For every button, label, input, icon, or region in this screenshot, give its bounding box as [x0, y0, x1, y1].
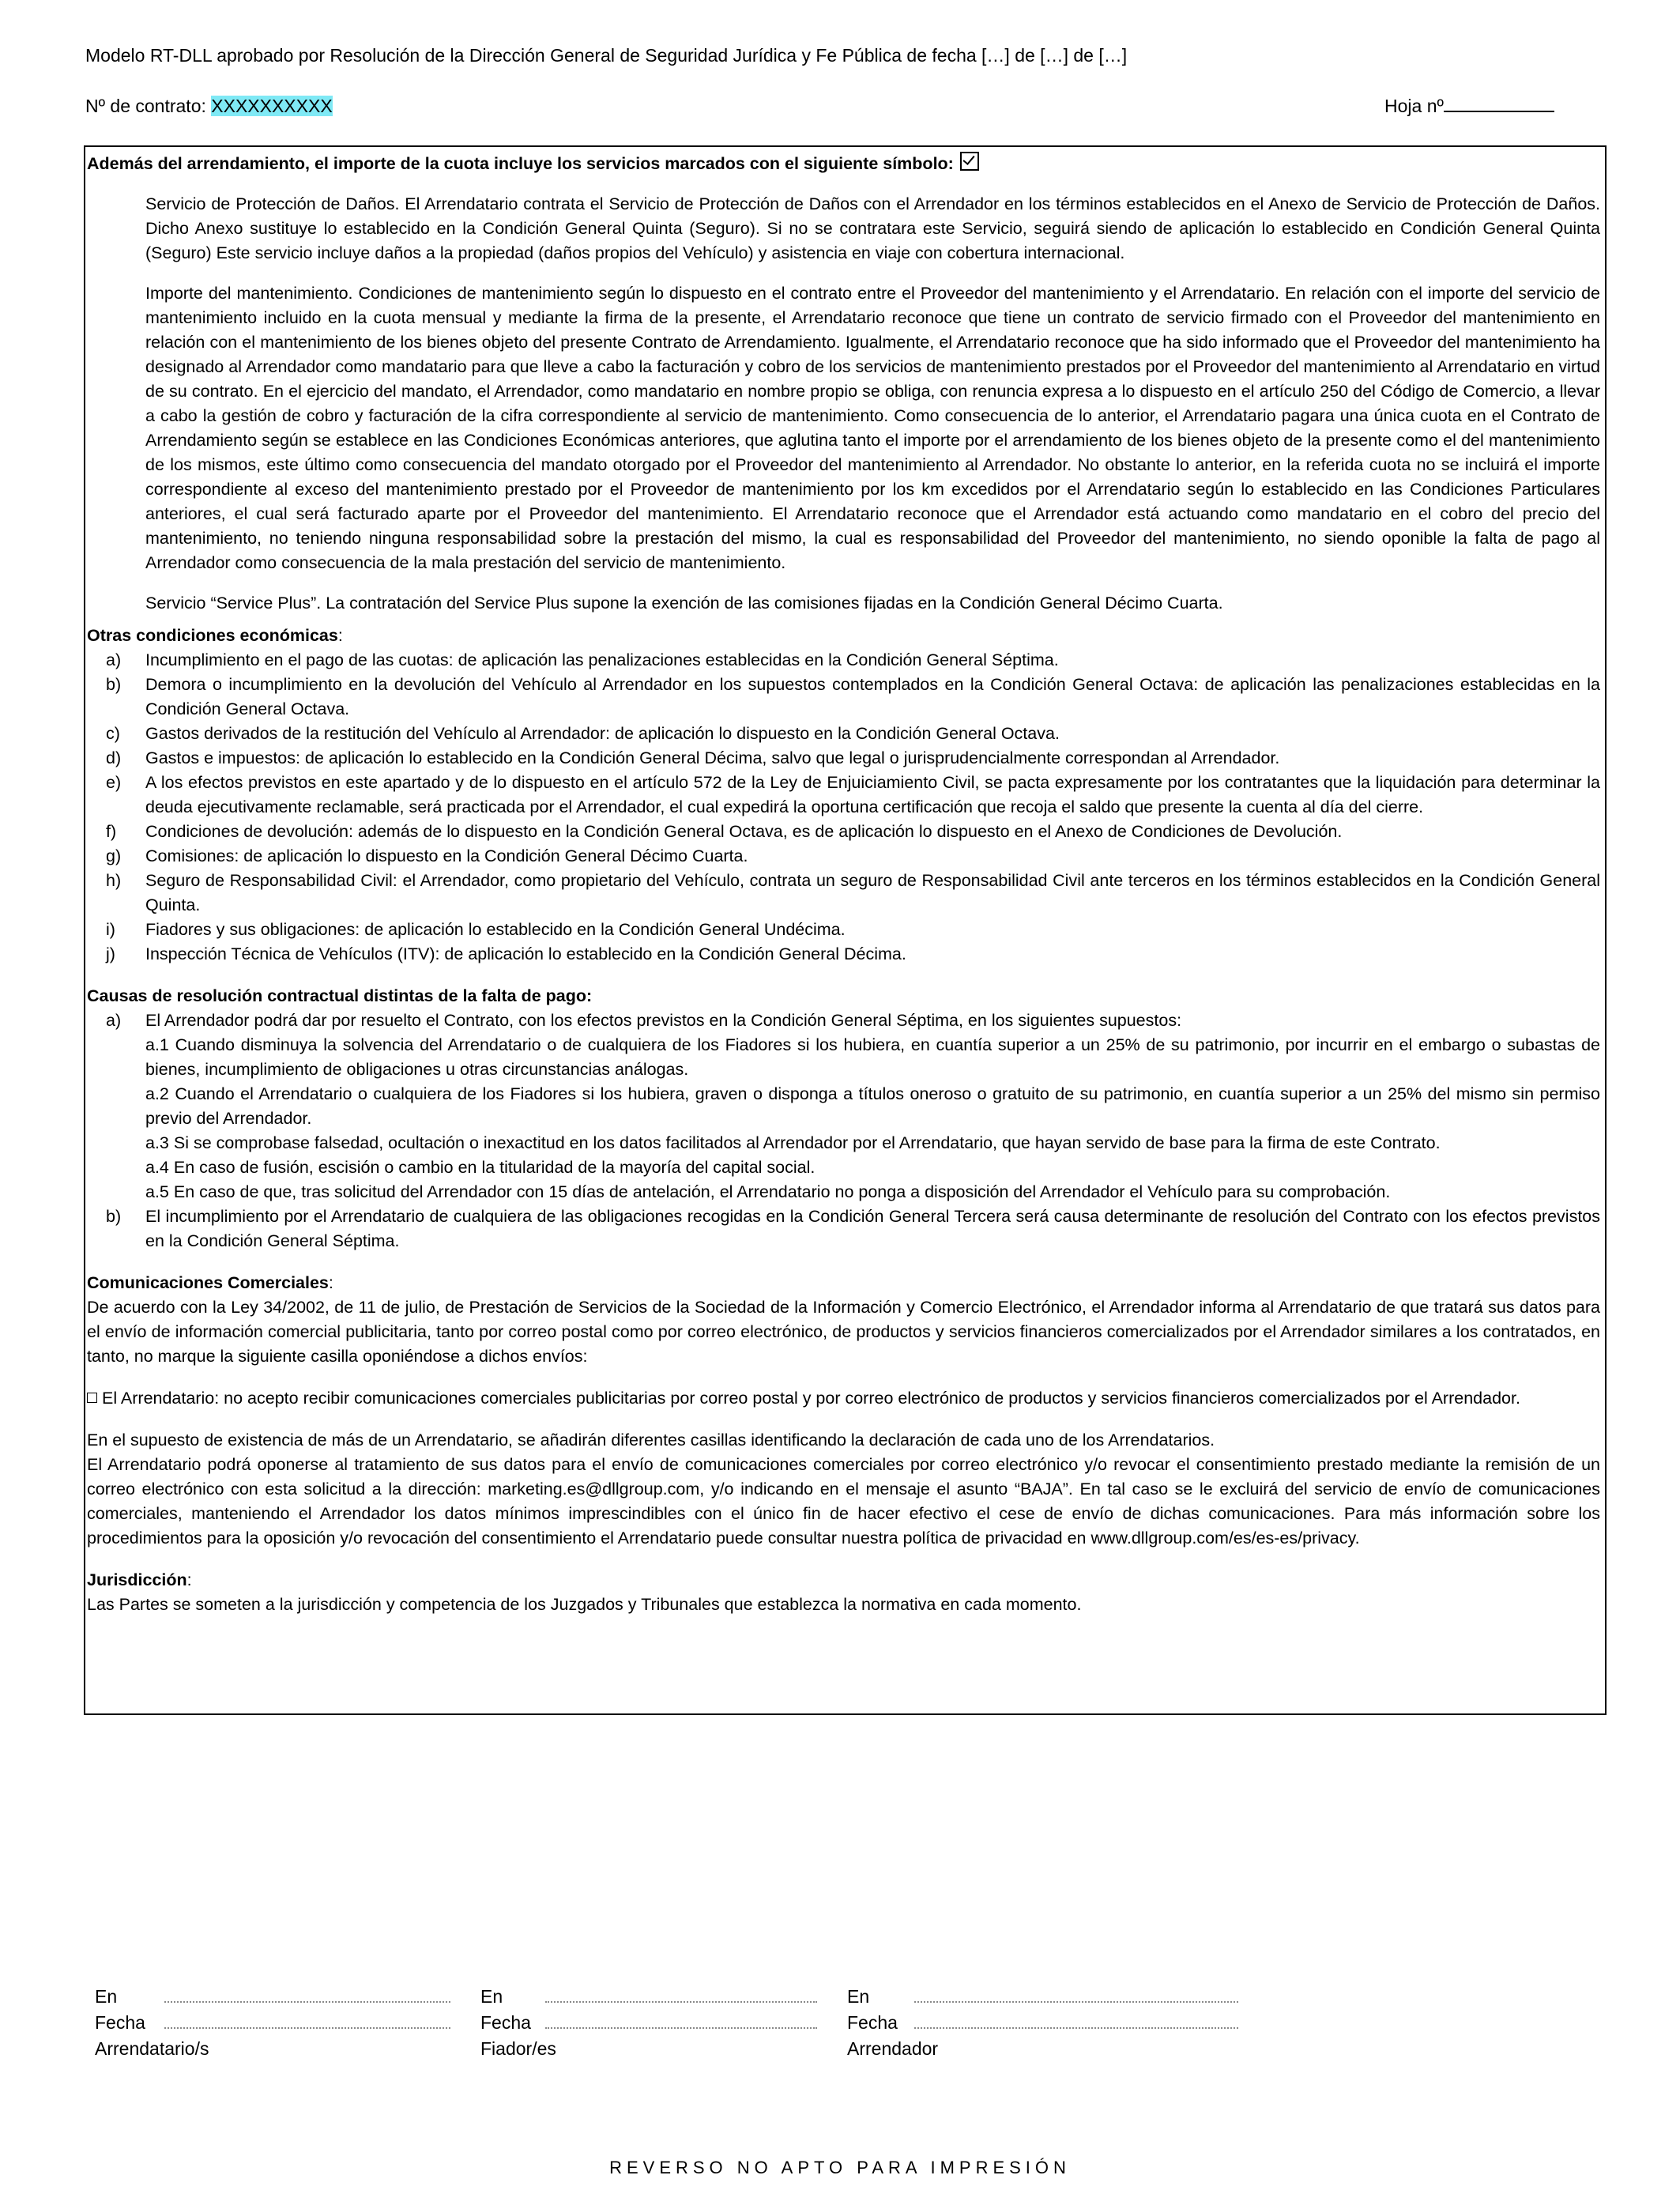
list-item: e) A los efectos previstos en este apartado y de lo dispuesto en el artículo 572 de la Ley de Enjuiciamiento Civil, se pacta expresamente por los contratantes que la liquidación para determinar la deuda ejecutivamente reclamable, será practicada por el Arrendador, el cual expedirá la oportuna certificación que recoja el saldo que presente la cuenta al día del cierre. — [106, 773, 1600, 816]
signature-block-arrendatario: En Fecha Arrendatario/s — [95, 1984, 458, 2062]
list-item: f) Condiciones de devolución: además de lo dispuesto en la Condición General Octava, es de aplicación lo dispuesto en el Anexo de Condiciones de Devolución. — [106, 822, 1343, 841]
oppose-note: El Arrendatario podrá oponerse al tratamiento de sus datos para el envío de comunicaciones comerciales por correo electrónico y/o revocar el consentimiento prestado mediante la remisión de un correo electrónico con esta solicitud a la dirección: marketing.es@dllgroup.com, y/o indicando en el mensaje el asunto “BAJA”. En tal caso se le excluirá del servicio de envío de comunicaciones comerciales, manteniendo el Arrendador los datos mínimos imprescindibles con el único fin de hacer efectivo el cese de envío de dichas comunicaciones. Para más información sobre los procedimientos para la oposición y/o revocación del consentimiento el Arrendatario puede consultar nuestra política de privacidad en www.dllgroup.com/es/es-es/privacy. — [87, 1455, 1600, 1547]
signature-block-arrendador: En Fecha Arrendador — [847, 1984, 1258, 2062]
multi-tenant-note: En el supuesto de existencia de más de un Arrendatario, se añadirán diferentes casillas identificando la declaración de cada uno de los Arrendatarios. — [87, 1431, 1215, 1449]
service-plus: Servicio “Service Plus”. La contratación del Service Plus supone la exención de las comisiones fijadas en la Condición General Décimo Cuarta. — [145, 594, 1223, 613]
model-line: Modelo RT-DLL aprobado por Resolución de la Dirección General de Seguridad Jurídica y Fe Pública de fecha […] de […] de […] — [85, 45, 1128, 66]
sub-item: a.4 En caso de fusión, escisión o cambio en la titularidad de la mayoría del capital social. — [145, 1158, 816, 1177]
list-item: c) Gastos derivados de la restitución del Vehículo al Arrendador: de aplicación lo dispuesto en la Condición General Octava. — [106, 724, 1060, 743]
service-damage-protection: Servicio de Protección de Daños. El Arrendatario contrata el Servicio de Protección de Daños con el Arrendador en los términos establecidos en el Anexo de Servicio de Protección de Daños. Dicho Anexo sustituye lo establecido en la Condición General Quinta (Seguro). Si no se contratara este Servicio, seguirá siendo de aplicación lo establecido en Condición General Quinta (Seguro) Este servicio incluye daños a la propiedad (daños propios del Vehículo) y asistencia en viaje con cobertura internacional. — [145, 194, 1600, 262]
contract-label: Nº de contrato: — [85, 96, 212, 116]
sheet-label: Hoja nº — [1384, 96, 1444, 116]
footer-notice: REVERSO NO APTO PARA IMPRESIÓN — [609, 2158, 1071, 2177]
jurisdiccion-text: Las Partes se someten a la jurisdicción y competencia de los Juzgados y Tribunales que establezca la normativa en cada momento. — [87, 1595, 1082, 1614]
service-maintenance: Importe del mantenimiento. Condiciones de mantenimiento según lo dispuesto en el contrato entre el Proveedor del mantenimiento y el Arrendatario. En relación con el importe del servicio de mantenimiento incluido en la cuota mensual y mediante la firma de la presente, el Arrendatario reconoce que tiene un contrato de servicio firmado con el Proveedor del mantenimiento en relación con el mantenimiento de los bienes objeto del presente Contrato de Arrendamiento. Igualmente, el Arrendatario reconoce que ha sido informado que el Proveedor del mantenimiento ha designado al Arrendador como mandatario para que lleve a cabo la facturación y cobro de los servicios de mantenimiento prestados por el Proveedor del mantenimiento al Arrendatario en virtud de su contrato. En el ejercicio del mandato, el Arrendador, como mandatario en nombre propio se obliga, con renuncia expresa a lo dispuesto en el artículo 250 del Código de Comercio, a llevar a cabo la gestión de cobro y facturación de la cifra correspondiente al servicio de mantenimiento. Como consecuencia de lo anterior, el Arrendatario pagara una única cuota en el Contrato de Arrendamiento según se establece en las Condiciones Económicas anteriores, que aglutina tanto el importe por el arrendamiento de los bienes objeto de la presente como el del mantenimiento de los mismos, este último como consecuencia del mandato otorgado por el Proveedor del mantenimiento al Arrendador. No obstante lo anterior, en la referida cuota no se incluirá el importe correspondiente al exceso del mantenimiento prestado por el Proveedor de mantenimiento por los km excedidos por el Arrendatario según lo establecido en las Condiciones Particulares anteriores, el cual será facturado aparte por el Proveedor del mantenimiento. El Arrendatario reconoce que el Arrendador está actuando como mandatario en el cobro del precio del mantenimiento, no teniendo ninguna responsabilidad sobre la prestación del mismo, la cual es responsabilidad del Proveedor del mantenimiento, no siendo oponible la falta de pago al Arrendador como consecuencia de la mala prestación del servicio de mantenimiento. — [145, 284, 1600, 572]
list-item: d) Gastos e impuestos: de aplicación lo establecido en la Condición General Décima, salvo que legal o jurisprudencialmente correspondan al Arrendador. — [106, 748, 1280, 767]
sub-item: a.5 En caso de que, tras solicitud del Arrendador con 15 días de antelación, el Arrendatario no ponga a disposición del Arrendador el Vehículo para su comprobación. — [145, 1182, 1391, 1201]
list-item: j) Inspección Técnica de Vehículos (ITV): de aplicación lo establecido en la Condición General Décima. — [106, 944, 906, 963]
comunicaciones-title: Comunicaciones Comerciales: — [87, 1273, 333, 1292]
causas-title: Causas de resolución contractual distintas de la falta de pago: — [87, 986, 593, 1005]
list-item: a) El Arrendador podrá dar por resuelto el Contrato, con los efectos previstos en la Condición General Séptima, en los siguientes supuestos: a.1 Cuando disminuya la solvencia del Arrendatario o de cualquiera de los Fiadores si los hubiera, en cuantía superior a un 25% de su patrimonio, por incurrir en el embargo o subastas de bienes, incumplimiento de obligaciones u otras circunstancias análogas. a.2 Cuando el Arrendatario o cualquiera de los Fiadores si los hubiera, graven o disponga a títulos oneroso o gratuito de su patrimonio, en cuantía superior a un 25% del mismo sin permiso previo del Arrendador. a.3 Si se comprobase falsedad, ocultación o inexactitud en los datos facilitados al Arrendador por el Arrendatario, que hayan servido de base para la firma de este Contrato. a.4 En caso de fusión, escisión o cambio en la titularidad de la mayoría del capital social. a.5 En caso de que, tras solicitud del Arrendador con 15 días de antelación, el Arrendatario no ponga a disposición del Arrendador el Vehículo para su comprobación. — [87, 1008, 1600, 1204]
sub-item: a.1 Cuando disminuya la solvencia del Arrendatario o de cualquiera de los Fiadores si los hubiera, en cuantía superior a un 25% de su patrimonio, por incurrir en el embargo o subastas de bienes, incumplimiento de obligaciones u otras circunstancias análogas. — [145, 1035, 1600, 1079]
otras-list — [87, 648, 1600, 967]
list-item: b) Demora o incumplimiento en la devolución del Vehículo al Arrendador en los supuestos contemplados en la Condición General Octava: de aplicación las penalizaciones establecidas en la Condición General Octava. — [106, 675, 1600, 718]
sub-item: a.3 Si se comprobase falsedad, ocultación o inexactitud en los datos facilitados al Arrendador por el Arrendatario, que hayan servido de base para la firma de este Contrato. — [145, 1133, 1441, 1152]
list-item: g) Comisiones: de aplicación lo dispuesto en la Condición General Décimo Cuarta. — [106, 846, 748, 865]
contract-number-row — [85, 94, 333, 118]
list-item: i) Fiadores y sus obligaciones: de aplicación lo establecido en la Condición General Undécima. — [106, 920, 846, 939]
place-field[interactable] — [164, 2001, 450, 2003]
sub-item: a.2 Cuando el Arrendatario o cualquiera de los Fiadores si los hubiera, graven o disponga a títulos oneroso o gratuito de su patrimonio, en cuantía superior a un 25% del mismo sin permiso previo del Arrendador. — [145, 1084, 1600, 1128]
optout-checkbox[interactable] — [87, 1393, 97, 1403]
conditions-box — [84, 145, 1607, 1715]
causas-list — [87, 1008, 1600, 1253]
date-field[interactable] — [164, 2027, 450, 2029]
checked-box-icon — [960, 152, 979, 171]
date-field[interactable] — [545, 2027, 817, 2029]
sheet-number — [1384, 94, 1554, 118]
causas-sublist — [145, 1033, 1600, 1204]
services-title: Además del arrendamiento, el importe de la cuota incluye los servicios marcados con el siguiente símbolo: — [87, 152, 1600, 176]
comunicaciones-intro: De acuerdo con la Ley 34/2002, de 11 de julio, de Prestación de Servicios de la Sociedad de la Información y Comercio Electrónico, el Arrendador informa al Arrendatario de que tratará sus datos para el envío de información comercial publicitaria, tanto por correo postal como por correo electrónico, de productos y servicios financieros comercializados por el Arrendador similares a los contratados, en tanto, no marque la siguiente casilla oponiéndose a dichos envíos: — [87, 1298, 1600, 1366]
sheet-number-field[interactable] — [1444, 95, 1554, 112]
otras-title: Otras condiciones económicas: — [87, 626, 343, 645]
optout-line: El Arrendatario: no acepto recibir comunicaciones comerciales publicitarias por correo postal y por correo electrónico de productos y servicios financieros comercializados por el Arrendador. — [87, 1386, 1600, 1411]
jurisdiccion-title: Jurisdicción: — [87, 1570, 192, 1589]
list-item: b) El incumplimiento por el Arrendatario de cualquiera de las obligaciones recogidas en la Condición General Tercera será causa determinante de resolución del Contrato con los efectos previstos en la Condición General Séptima. — [106, 1207, 1600, 1250]
signature-block-fiador: En Fecha Fiador/es — [480, 1984, 828, 2062]
date-field[interactable] — [914, 2027, 1238, 2029]
list-item: h) Seguro de Responsabilidad Civil: el Arrendador, como propietario del Vehículo, contrata un seguro de Responsabilidad Civil ante terceros en los términos establecidos en la Condición General Quinta. — [106, 871, 1600, 914]
place-field[interactable] — [914, 2001, 1238, 2003]
list-item: a) Incumplimiento en el pago de las cuotas: de aplicación las penalizaciones establecidas en la Condición General Séptima. — [106, 650, 1059, 669]
contract-number-field[interactable]: XXXXXXXXXX — [211, 96, 333, 116]
place-field[interactable] — [545, 2001, 817, 2003]
